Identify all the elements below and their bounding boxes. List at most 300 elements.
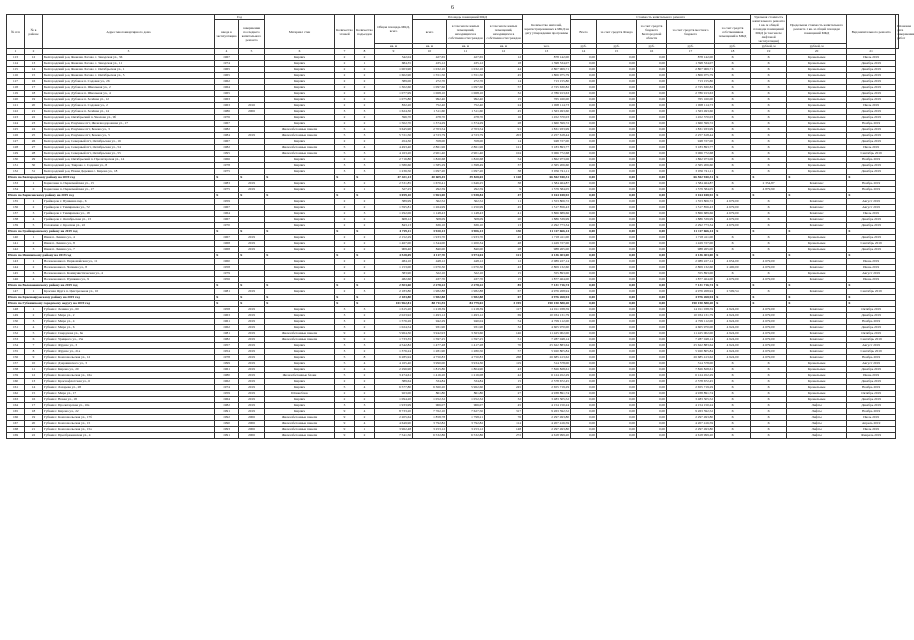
cell-area-all: 1 477,48 — [413, 342, 447, 348]
subtotal-repair-type: X — [787, 294, 847, 300]
cell-cost-owners: 1 563 493,60 — [667, 108, 715, 114]
cell-unit-cost: X — [715, 54, 751, 60]
cell-row-number: 156 — [7, 354, 25, 360]
cell-area-all: 752,40 — [413, 102, 447, 108]
cell-cost-total: 1 718 411,00 — [523, 234, 571, 240]
cell-repair-type: Кровельные — [787, 384, 847, 390]
cell-address: Белгородский р-н, Яковлев Логово с. Заводская ул., 11 — [43, 60, 215, 66]
cell-area-all: 1 670,41 — [413, 180, 447, 186]
subtotal-cost-region: 0,00 — [597, 252, 637, 258]
cell-area-all: 292,59 — [413, 186, 447, 192]
cell-floors: 5 — [335, 144, 355, 150]
cell-entrances: 2 — [355, 264, 375, 270]
cell-max-cost: 4 679,00 — [751, 312, 787, 318]
cell-area-residential: 1 052,32 — [447, 396, 485, 402]
cell-cost-total: 4 207 416,59 — [523, 420, 571, 426]
cell-wall-material: Кирпич — [265, 168, 335, 174]
cell-cost-region: 0,00 — [597, 408, 637, 414]
cell-cost-fund: 0,00 — [571, 246, 597, 252]
subtotal-cost-fund: 0,00 — [571, 192, 597, 198]
cell-repair-type: Кровельные — [787, 390, 847, 396]
subtotal-year-overhaul: X — [239, 174, 265, 180]
cell-address: Губкин г. Комсомольская ул., 17б — [43, 414, 215, 420]
cell-cost-local: 0,00 — [637, 324, 667, 330]
cell-entrances: 2 — [355, 432, 375, 438]
cell-area-residential: 5 962,60 — [447, 384, 485, 390]
cell-address: Ивня п. Ленина ул., 7 — [43, 246, 215, 252]
subtotal-repair-type: X — [787, 252, 847, 258]
cell-cost-total: 948 727,00 — [523, 138, 571, 144]
cell-cost-total: 1 831 933,99 — [523, 126, 571, 132]
cell-cost-total: 3 066 772,68 — [523, 150, 571, 156]
cell-area-total: 684,35 — [375, 60, 413, 66]
cell-cost-local: 0,00 — [637, 186, 667, 192]
cell-cost-total: 2 365 206,60 — [523, 162, 571, 168]
header-unit-cost: Удельная стоимость капитального ремонта 1 кв. м общей площади помещений МКД (в том числе лифтовой эксплуатации) — [752, 15, 785, 43]
subtotal-year-commission: X — [215, 282, 239, 288]
cell-entrances: 1 — [355, 426, 375, 432]
cell-repair-type: Комплекс — [787, 264, 847, 270]
cell-year-commission: 1978 — [215, 354, 239, 360]
cell-cost-total: 2 257 618,44 — [523, 132, 571, 138]
cell-address: Губкин г. Фрунзе ул., 3 — [43, 342, 215, 348]
cell-entrances: 2 — [355, 270, 375, 276]
cell-max-cost: 4 679,00 — [751, 306, 787, 312]
cell-cost-fund: 0,00 — [571, 420, 597, 426]
subtotal-unit-cost: X — [715, 174, 751, 180]
cell-cost-fund: 0,00 — [571, 402, 597, 408]
cell-district-number: 3 — [25, 210, 43, 216]
subtotal-repair-type: X — [787, 228, 847, 234]
cell-deadline: Сентябрь 2019 — [847, 288, 896, 294]
cell-floors: 2 — [335, 366, 355, 372]
subtotal-unit-cost: X — [715, 282, 751, 288]
cell-cost-owners: 1 584 464,87 — [667, 180, 715, 186]
column-number: 20 — [787, 49, 847, 55]
cell-cost-local: 0,00 — [637, 210, 667, 216]
cell-cost-fund: 0,00 — [571, 72, 597, 78]
cell-cost-owners: 3 056 741,11 — [667, 168, 715, 174]
cell-entrances: 2 — [355, 180, 375, 186]
cell-unit-cost: X — [715, 108, 751, 114]
subtotal-cost-region: 0,00 — [597, 192, 637, 198]
cell-district-number: 2 — [25, 264, 43, 270]
cell-area-total: 2 183,80 — [375, 288, 413, 294]
cell-cost-total: 1 806 075,79 — [523, 72, 571, 78]
subtotal-area-total: 47 421,13 — [375, 174, 413, 180]
cell-cost-local: 0,00 — [637, 108, 667, 114]
cell-residents: 51 — [485, 336, 523, 342]
cell-repair-type: Кровельные — [787, 168, 847, 174]
cell-unit-cost: 4 924,00 — [715, 342, 751, 348]
cell-repair-type: Кровельные — [787, 240, 847, 246]
cell-year-commission: 1967 — [215, 138, 239, 144]
cell-max-cost: X — [751, 270, 787, 276]
subtotal-area-residential: 3 974,04 — [447, 252, 485, 258]
cell-repair-type: Комплекс — [787, 288, 847, 294]
cell-address: Головчино с. Красная ул., 22 — [43, 222, 215, 228]
cell-max-cost: 4 679,00 — [751, 324, 787, 330]
cell-entrances: 2 — [355, 378, 375, 384]
cell-area-residential: 1 097,20 — [447, 168, 485, 174]
cell-area-residential: 1 417,28 — [447, 342, 485, 348]
cell-area-residential: 3 934,30 — [447, 360, 485, 366]
column-number: 21 — [847, 49, 896, 55]
cell-residents: 54 — [485, 156, 523, 162]
cell-cost-owners: 4 207 416,59 — [667, 420, 715, 426]
cell-cost-region: 0,00 — [597, 204, 637, 210]
cell-floors: 3 — [335, 402, 355, 408]
cell-cost-region: 0,00 — [597, 150, 637, 156]
cell-area-all: 1 820,68 — [413, 156, 447, 162]
cell-cost-region: 0,00 — [597, 162, 637, 168]
cell-area-total: 6 285,94 — [375, 354, 413, 360]
cell-repair-type: Кровельные — [787, 366, 847, 372]
cell-area-total: 1 624,30 — [375, 108, 413, 114]
cell-address: Белгородский р-н, Яковлев Логово с. Октябрьская ул., 5 — [43, 72, 215, 78]
cell-deadline: Декабрь 2019 — [847, 162, 896, 168]
cell-max-cost: X — [751, 402, 787, 408]
cell-cost-owners: 2 809 132,60 — [667, 264, 715, 270]
cell-deadline: Декабрь 2019 — [847, 234, 896, 240]
cell-entrances: 2 — [355, 240, 375, 246]
cell-cost-owners: 2 725 630,82 — [667, 84, 715, 90]
cell-cost-region: 0,00 — [597, 84, 637, 90]
cell-year-commission: 1991 — [215, 408, 239, 414]
cell-max-cost: 4 679,00 — [751, 276, 787, 282]
cell-wall-material: Кирпич — [265, 78, 335, 84]
cell-cost-total: 4 938 891,74 — [523, 390, 571, 396]
cell-cost-fund: 0,00 — [571, 372, 597, 378]
cell-cost-local: 0,00 — [637, 120, 667, 126]
cell-repair-type: Лифты — [787, 408, 847, 414]
cell-cost-local: 0,00 — [637, 408, 667, 414]
page-number: 6 — [451, 5, 454, 11]
cell-floors: 5 — [335, 384, 355, 390]
cell-entrances: 4 — [355, 126, 375, 132]
cell-unit-cost: 4 924,00 — [715, 312, 751, 318]
cell-entrances: 3 — [355, 402, 375, 408]
header-area-residential-owned: в том числе жилых помещений, находящихся в собственности граждан — [485, 20, 523, 44]
cell-area-total: 1 236,50 — [375, 168, 413, 174]
cell-wall-material: Кирпич — [265, 156, 335, 162]
subtotal-entrances: X — [355, 282, 375, 288]
cell-district-number: 13 — [25, 378, 43, 384]
cell-area-all: 1 374,29 — [413, 120, 447, 126]
cell-year-commission: 1982 — [215, 336, 239, 342]
cell-floors: 2 — [335, 276, 355, 282]
cell-year-commission: 1975 — [215, 186, 239, 192]
cell-cost-owners: 1 831 933,99 — [667, 126, 715, 132]
cell-row-number: 142 — [7, 246, 25, 252]
cell-unit-cost: X — [715, 402, 751, 408]
cell-year-commission: 1959 — [215, 198, 239, 204]
cell-unit-cost: X — [715, 138, 751, 144]
cell-deadline: Декабрь 2019 — [847, 60, 896, 66]
cell-max-cost: 4 679,00 — [751, 318, 787, 324]
header-cost-local: за счет средств местного бюджета — [667, 20, 715, 44]
subtotal-label: Итого по Краснояружскому району на 2019 год — [7, 294, 215, 300]
cell-max-cost: 4 679,00 — [751, 348, 787, 354]
cell-deadline: Август 2019 — [847, 204, 896, 210]
cell-cost-total: 14 011 038,59 — [523, 306, 571, 312]
cell-residents: 38 — [485, 180, 523, 186]
cell-year-overhaul: 2019 — [239, 306, 265, 312]
cell-cost-owners: 4 605 970,00 — [667, 324, 715, 330]
cell-max-cost: X — [751, 366, 787, 372]
cell-cost-local: 0,00 — [637, 84, 667, 90]
cell-deadline: Сентябрь 2019 — [847, 150, 896, 156]
subtotal-deadline: X — [847, 174, 896, 180]
cell-district-number: 3 — [25, 318, 43, 324]
subtotal-repair-type: X — [787, 282, 847, 288]
cell-cost-fund: 0,00 — [571, 270, 597, 276]
cell-year-commission: 1976 — [215, 114, 239, 120]
subtotal-unit-cost: X — [715, 252, 751, 258]
cell-wall-material: Железобетонные панели — [265, 150, 335, 156]
cell-area-all: 437,70 — [413, 276, 447, 282]
cell-unit-cost: X — [715, 270, 751, 276]
cell-repair-type: Лифты — [787, 432, 847, 438]
cell-wall-material: Кирпич — [265, 324, 335, 330]
cell-entrances: 2 — [355, 54, 375, 60]
column-number: 11 — [447, 49, 485, 55]
cell-area-total: 2 152,29 — [375, 234, 413, 240]
cell-row-number: 130 — [7, 156, 25, 162]
cell-district-number: 23 — [25, 120, 43, 126]
cell-cost-region: 0,00 — [597, 132, 637, 138]
cell-deadline: Декабрь 2019 — [847, 126, 896, 132]
cell-repair-type: Лифты — [787, 414, 847, 420]
cell-year-commission: 1963 — [215, 312, 239, 318]
cell-area-total: 1 153,00 — [375, 264, 413, 270]
cell-wall-material: Кирпич — [265, 90, 335, 96]
cell-floors: 9 — [335, 414, 355, 420]
cell-address: Красная Яруга п. Центральная ул., 10 — [43, 288, 215, 294]
cell-deadline: Ноябрь 2019 — [847, 180, 896, 186]
cell-deadline: Ноябрь 2019 — [847, 408, 896, 414]
cell-deadline: Декабрь 2019 — [847, 324, 896, 330]
cell-area-all: 636,10 — [413, 222, 447, 228]
cell-year-commission: 1983 — [215, 180, 239, 186]
cell-residents: 45 — [485, 204, 523, 210]
cell-year-commission: 1962 — [215, 324, 239, 330]
cell-cost-owners: 7 287 048,14 — [667, 336, 715, 342]
cell-max-cost: 4 679,00 — [751, 258, 787, 264]
cell-area-all: 931,90 — [413, 324, 447, 330]
subtotal-year-commission: X — [215, 294, 239, 300]
cell-entrances: 4 — [355, 144, 375, 150]
cell-max-cost: X — [751, 198, 787, 204]
cell-unit-cost: X — [715, 72, 751, 78]
cell-cost-total: 1 660 599,72 — [523, 120, 571, 126]
cell-residents: 11 — [485, 198, 523, 204]
cell-unit-cost: X — [715, 150, 751, 156]
cell-area-residential: 1 804,90 — [447, 366, 485, 372]
cell-cost-local: 0,00 — [637, 306, 667, 312]
cell-area-total: 2 205,64 — [375, 414, 413, 420]
cell-deadline: Ноябрь 2019 — [847, 384, 896, 390]
cell-deadline: Август 2019 — [847, 342, 896, 348]
cell-cost-total: 1 398 534,07 — [523, 60, 571, 66]
cell-cost-owners: 3 483 505,52 — [667, 396, 715, 402]
cell-area-total: 909,40 — [375, 246, 413, 252]
cell-cost-region: 0,00 — [597, 396, 637, 402]
cell-repair-type: Кровельные — [787, 84, 847, 90]
cell-max-cost: X — [751, 144, 787, 150]
cell-cost-region: 0,00 — [597, 270, 637, 276]
cell-address: Губкин г. Комсомольская ул., 16а — [43, 372, 215, 378]
cell-year-commission: 1999 — [215, 360, 239, 366]
cell-cost-total: 1 862 973,06 — [523, 156, 571, 162]
cell-area-residential: 1 511,60 — [447, 108, 485, 114]
cell-row-number: 140 — [7, 234, 25, 240]
cell-floors: 2 — [335, 84, 355, 90]
cell-residents: 104 — [485, 150, 523, 156]
cell-deadline: Декабрь 2019 — [847, 222, 896, 228]
cell-area-total: 1 602,90 — [375, 72, 413, 78]
cell-area-total: 1 376,24 — [375, 348, 413, 354]
cell-deadline: Июнь 2019 — [847, 264, 896, 270]
cell-unit-cost: X — [715, 384, 751, 390]
subtotal-year-overhaul: X — [239, 252, 265, 258]
unit-people: чел. — [523, 44, 571, 49]
cell-repair-type: Кровельные — [787, 120, 847, 126]
cell-year-overhaul: 2019 — [239, 372, 265, 378]
cell-cost-owners: 765 160,00 — [667, 96, 715, 102]
cell-area-total: 389,99 — [375, 198, 413, 204]
cell-row-number: 158 — [7, 366, 25, 372]
cell-residents: 272 — [485, 432, 523, 438]
cell-residents: 119 — [485, 360, 523, 366]
cell-entrances: 1 — [355, 60, 375, 66]
cell-cost-owners: 2 292 773,34 — [667, 222, 715, 228]
cell-cost-owners: 14 011 038,59 — [667, 306, 715, 312]
cell-wall-material: Шлакоблок — [265, 390, 335, 396]
cell-cost-total: 1 886 539,99 — [523, 216, 571, 222]
cell-floors: 5 — [335, 132, 355, 138]
cell-unit-cost: 4 924,00 — [715, 330, 751, 336]
cell-repair-type: Кровельные — [787, 78, 847, 84]
cell-cost-total: 1 877 464,00 — [523, 276, 571, 282]
cell-row-number: 164 — [7, 402, 25, 408]
cell-district-number: 10 — [25, 360, 43, 366]
cell-deadline: Сентябрь 2019 — [847, 240, 896, 246]
cell-row-number: 117 — [7, 78, 25, 84]
cell-area-total: 4 165,40 — [375, 360, 413, 366]
subtotal-unit-cost: X — [715, 192, 751, 198]
cell-repair-type: Комплекс — [787, 180, 847, 186]
subtotal-label: Итого по Грайворонскому району на 2019 год — [7, 228, 215, 234]
cell-floors: 9 — [335, 408, 355, 414]
cell-max-cost: X — [751, 390, 787, 396]
subtotal-year-overhaul: X — [239, 192, 265, 198]
cell-cost-total: 2 786 913,63 — [523, 90, 571, 96]
cell-repair-type: Комплекс — [787, 204, 847, 210]
cell-area-total: 596,70 — [375, 114, 413, 120]
subtotal-cost-owners: 7 131 716,74 — [667, 282, 715, 288]
cell-address: Волоконовка п. Чапаева ул., 8 — [43, 264, 215, 270]
column-number: 4 — [215, 49, 239, 55]
cell-repair-type: Кровельные — [787, 246, 847, 252]
cell-cost-local: 0,00 — [637, 132, 667, 138]
unit-rub: руб. — [637, 44, 667, 49]
cell-entrances: 2 — [355, 96, 375, 102]
cell-cost-total: 7 287 048,14 — [523, 336, 571, 342]
cell-floors: 9 — [335, 420, 355, 426]
subtotal-wall-material: X — [265, 174, 335, 180]
cell-cost-local: 0,00 — [637, 336, 667, 342]
cell-district-number: 16 — [25, 78, 43, 84]
cell-year-commission: 1958 — [215, 264, 239, 270]
cell-area-total: 832,20 — [375, 102, 413, 108]
subtotal-area-all: 3 920,13 — [413, 228, 447, 234]
cell-residents: 41 — [485, 210, 523, 216]
cell-year-overhaul: 2019 — [239, 246, 265, 252]
cell-row-number: 162 — [7, 390, 25, 396]
cell-unit-cost: X — [715, 414, 751, 420]
cell-entrances: 2 — [355, 216, 375, 222]
cell-unit-cost: X — [715, 396, 751, 402]
cell-address: Губкин г. Урицкого ул., 15а — [43, 336, 215, 342]
cell-cost-owners: 1 008 114,73 — [667, 102, 715, 108]
cell-cost-local: 0,00 — [637, 330, 667, 336]
cell-area-total: 2 023,92 — [375, 312, 413, 318]
cell-area-residential: 358,00 — [447, 138, 485, 144]
cell-area-residential: 292,59 — [447, 186, 485, 192]
cell-residents: 42 — [485, 372, 523, 378]
cell-cost-total: 4 154 150,24 — [523, 402, 571, 408]
cell-area-total: 2 296,90 — [375, 366, 413, 372]
cell-row-number: 163 — [7, 396, 25, 402]
cell-floors: 9 — [335, 336, 355, 342]
cell-row-number: 129 — [7, 150, 25, 156]
cell-row-number: 149 — [7, 312, 25, 318]
cell-deadline: Декабрь 2019 — [847, 132, 896, 138]
cell-floors: 2 — [335, 90, 355, 96]
cell-deadline: Ноябрь 2019 — [847, 120, 896, 126]
cell-row-number: 122 — [7, 108, 25, 114]
subtotal-floors: X — [335, 192, 355, 198]
cell-unit-cost: X — [715, 66, 751, 72]
cell-address: Грайворон г. Пушкина пер., 6 — [43, 198, 215, 204]
cell-cost-local: 0,00 — [637, 258, 667, 264]
cell-area-total: 4 163,20 — [375, 150, 413, 156]
cell-cost-region: 0,00 — [597, 234, 637, 240]
cell-area-residential: 448,12 — [447, 258, 485, 264]
cell-cost-fund: 0,00 — [571, 366, 597, 372]
cell-row-number: 118 — [7, 84, 25, 90]
cell-area-residential: 508,09 — [447, 216, 485, 222]
cell-repair-type: Кровельные — [787, 150, 847, 156]
cell-row-number: 147 — [7, 288, 25, 294]
cell-floors: 2 — [335, 54, 355, 60]
subtotal-unit-cost: X — [715, 228, 751, 234]
cell-cost-fund: 0,00 — [571, 384, 597, 390]
unit-rub-sqm: рублей, м — [751, 44, 787, 49]
cell-entrances: 2 — [355, 336, 375, 342]
cell-row-number: 167 — [7, 420, 25, 426]
cell-cost-region: 0,00 — [597, 366, 637, 372]
cell-area-total: 1 615,20 — [375, 306, 413, 312]
cell-cost-fund: 0,00 — [571, 378, 597, 384]
subtotal-deadline: X — [847, 228, 896, 234]
cell-row-number: 115 — [7, 66, 25, 72]
cell-cost-owners: 4 976 268,94 — [667, 288, 715, 294]
cell-repair-type: Комплекс — [787, 210, 847, 216]
cell-unit-cost: X — [715, 168, 751, 174]
column-number: 18 — [715, 49, 751, 55]
